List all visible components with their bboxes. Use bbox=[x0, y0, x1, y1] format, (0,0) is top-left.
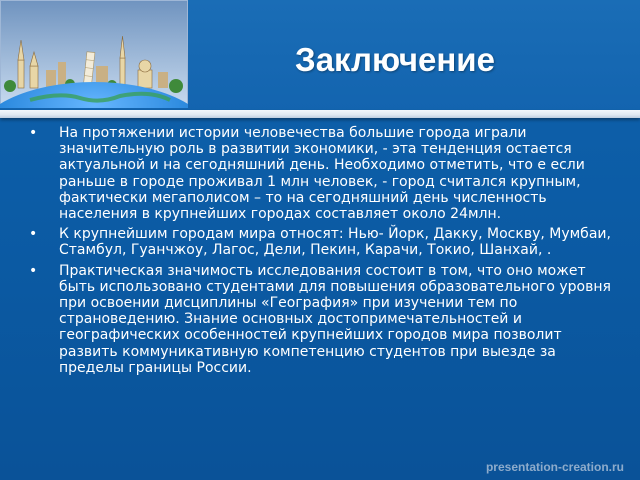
list-item bbox=[26, 125, 611, 222]
bullet-text: Практическая значимость исследования состоит в том, что оно может быть использовано студентами для повышения образовательного уровня при освоении дисциплины «География» при изучении тем по страноведению. Знание основных достопримечательностей и географических особенностей крупнейших городов мира позволит развить коммуникативную компетенцию студентов при выезде за пределы границы России. bbox=[59, 262, 611, 376]
bullet-marker: • bbox=[29, 125, 38, 141]
slide-title: Заключение bbox=[295, 41, 495, 78]
list-item bbox=[26, 263, 611, 376]
bullet-list bbox=[26, 125, 611, 380]
bullet-text: На протяжении истории человечества большие города играли значительную роль в развитии экономики, - эта тенденция остается актуальной и на сегодняшний день. Необходимо отметить, что е если раньше в городе проживал 1 млн человек, - город считался крупным, фактически мегаполисом – то на сегодняшний день численность населения в крупнейших городах составляет около 24млн. bbox=[59, 125, 585, 223]
globe-with-landmarks-icon bbox=[0, 0, 188, 108]
bullet-text: К крупнейшим городам мира относят: Нью- Йорк, Дакку, Москву, Мумбаи, Стамбул, Гуанчжоу, Лагос, Дели, Пекин, Карачи, Токио, Шанхай, . bbox=[59, 226, 611, 259]
watermark: presentation-creation.ru bbox=[485, 460, 624, 474]
header-divider bbox=[0, 110, 640, 118]
bullet-marker: • bbox=[29, 262, 38, 279]
list-item bbox=[26, 226, 611, 258]
bullet-marker: • bbox=[29, 226, 38, 243]
